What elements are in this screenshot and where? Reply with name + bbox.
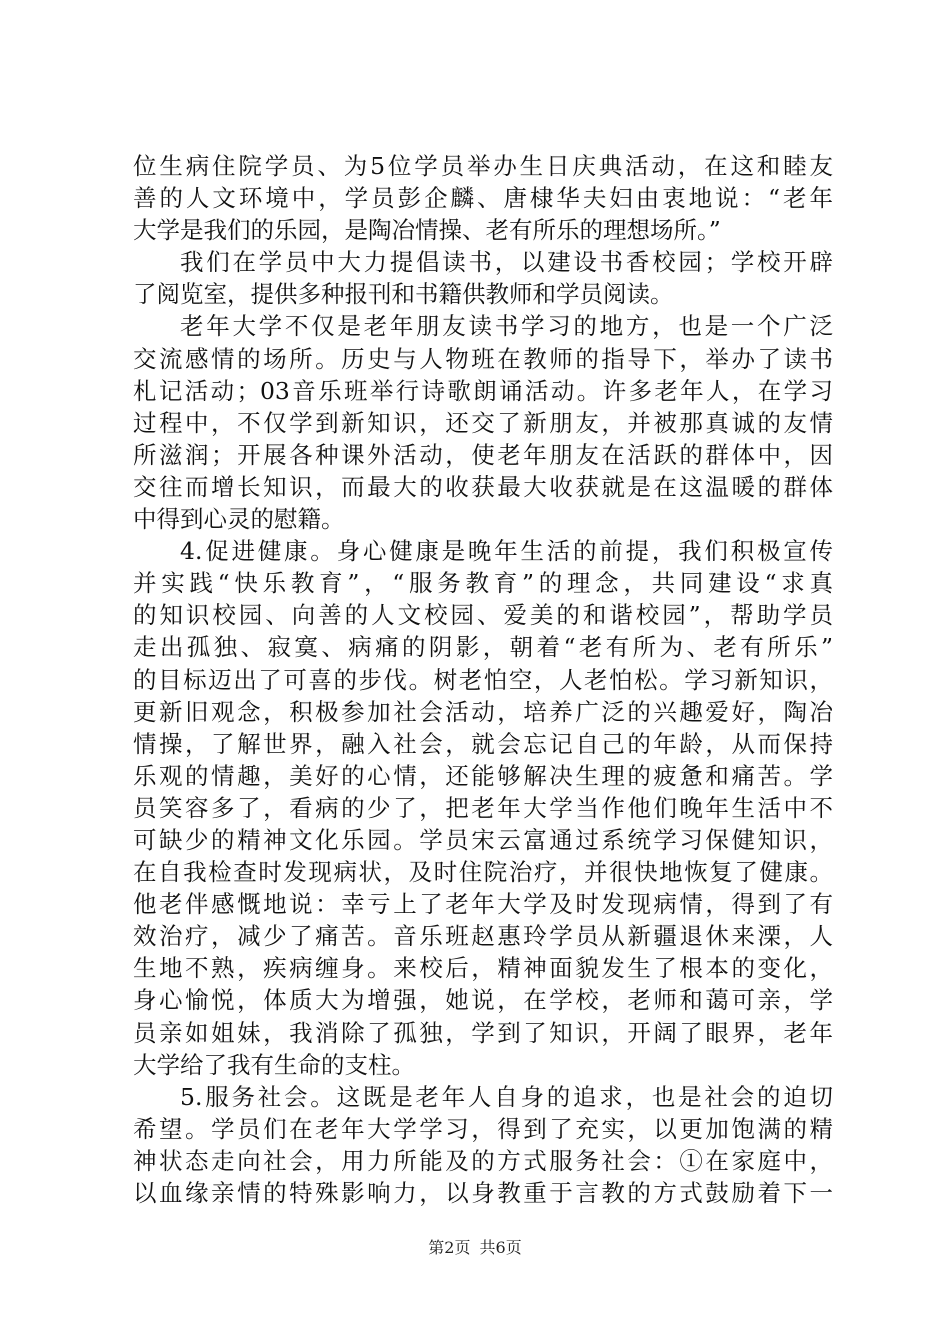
text-line: 的目标迈出了可喜的步伐。树老怕空，人老怕松。学习新知识， [133,665,833,694]
text-line: 中得到心灵的慰籍。 [133,505,345,534]
text-line: 了阅览室，提供多种报刊和书籍供教师和学员阅读。 [133,280,674,309]
text-line: 札记活动；03音乐班举行诗歌朗诵活动。许多老年人，在学习 [133,376,833,405]
text-line: 效治疗，减少了痛苦。音乐班赵惠玲学员从新疆退休来溧，人 [133,922,833,951]
text-line: 交流感情的场所。历史与人物班在教师的指导下，举办了读书 [133,344,833,373]
text-line: 身心愉悦，体质大为增强，她说，在学校，老师和蔼可亲，学 [133,986,833,1015]
text-line: 大学给了我有生命的支柱。 [133,1050,415,1079]
text-line: 善的人文环境中，学员彭企麟、唐棣华夫妇由衷地说：“老年 [133,184,833,213]
text-line: 所滋润；开展各种课外活动，使老年朋友在活跃的群体中，因 [133,440,833,469]
text-line: 我们在学员中大力提倡读书，以建设书香校园；学校开辟 [180,248,833,277]
document-body [133,150,833,1209]
text-line: 生地不熟，疾病缠身。来校后，精神面貌发生了根本的变化， [133,954,833,983]
text-line: 更新旧观念，积极参加社会活动，培养广泛的兴趣爱好，陶冶 [133,697,833,726]
text-line: 并实践“快乐教育”，“服务教育”的理念，共同建设“求真 [133,569,833,598]
text-line: 神状态走向社会，用力所能及的方式服务社会：①在家庭中， [133,1146,833,1175]
text-line: 的知识校园、向善的人文校园、爱美的和谐校园”，帮助学员 [133,601,833,630]
page-total: 共6页 [479,1238,522,1257]
page-number: 第2页 [428,1238,471,1257]
text-line: 他老伴感慨地说：幸亏上了老年大学及时发现病情，得到了有 [133,890,833,919]
text-line: 在自我检查时发现病状，及时住院治疗，并很快地恢复了健康。 [133,858,833,887]
text-line: 大学是我们的乐园，是陶冶情操、老有所乐的理想场所。” [133,216,721,245]
text-line: 员笑容多了，看病的少了，把老年大学当作他们晚年生活中不 [133,793,833,822]
text-line: 5.服务社会。这既是老年人自身的追求，也是社会的迫切 [180,1082,833,1111]
text-line: 乐观的情趣，美好的心情，还能够解决生理的疲惫和痛苦。学 [133,761,833,790]
page-footer [0,1238,950,1258]
text-line: 老年大学不仅是老年朋友读书学习的地方，也是一个广泛 [180,312,833,341]
text-line: 交往而增长知识，而最大的收获最大收获就是在这温暖的群体 [133,472,833,501]
text-line: 希望。学员们在老年大学学习，得到了充实，以更加饱满的精 [133,1114,833,1143]
text-line: 员亲如姐妹，我消除了孤独，学到了知识，开阔了眼界，老年 [133,1018,833,1047]
text-line: 可缺少的精神文化乐园。学员宋云富通过系统学习保健知识， [133,825,833,854]
text-line: 4.促进健康。身心健康是晚年生活的前提，我们积极宣传 [180,537,833,566]
text-line: 以血缘亲情的特殊影响力，以身教重于言教的方式鼓励着下一 [133,1179,833,1207]
text-line: 走出孤独、寂寞、病痛的阴影，朝着“老有所为、老有所乐” [133,633,833,662]
text-line: 情操，了解世界，融入社会，就会忘记自己的年龄，从而保持 [133,729,833,758]
text-line: 位生病住院学员、为5位学员举办生日庆典活动，在这和睦友 [133,152,833,180]
text-line: 过程中，不仅学到新知识，还交了新朋友，并被那真诚的友情 [133,408,833,437]
